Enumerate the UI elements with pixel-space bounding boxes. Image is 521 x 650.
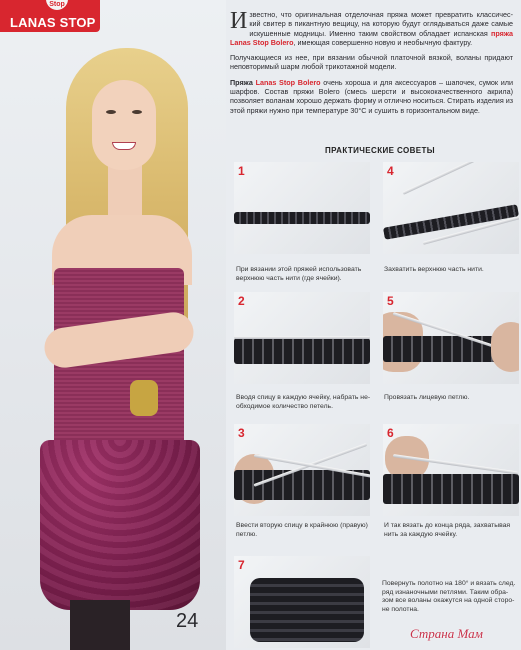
step-1-photo [234,162,370,254]
site-watermark: Страна Мам [410,626,483,641]
logo-badge: Stop [44,0,70,12]
model-legs [70,600,130,650]
step-4-photo [383,162,519,254]
step-2-photo [234,292,370,384]
step-1-caption: При вязании этой пряжей использовать верхнюю часть нити (где ячейки). [236,266,362,282]
step-3-number: 3 [238,426,245,440]
step-2-caption: Вводя спицу в каждую ячейку, набрать не-обходимое количество петель. [236,394,371,410]
finished-ruffled-fabric [250,578,364,642]
intro-p1-brand: пряжа Lanas Stop Bolero [230,28,513,47]
drop-cap: И [230,8,248,34]
yarn-strip [234,212,370,224]
gold-bracelet [130,380,158,416]
intro-paragraph-3 [230,78,513,115]
step-7-number: 7 [238,558,245,572]
intro-paragraph-2: Получающиеся из нее, при вязании обычной платочной вязкой, воланы придают неповторимый шарм любой трикотажной модели. [230,53,513,72]
intro-p3-rest: очень хороша и для аксессуаров – шапочек, сумок или шарфов. Состав пряжи Bolero (смесь шерсти и высококачественного акрила) позволяет воланам хорошо держать форму и отлично носиться. Стирать изделия из этой пряжи нужно при температуре 30°С и сушить в горизонтальном виде. [230,77,514,115]
intro-p3-bold: Пряжа [230,77,256,87]
model-face [92,80,156,170]
tips-heading: ПРАКТИЧЕСКИЕ СОВЕТЫ [325,146,436,155]
step-6-photo [383,424,519,516]
model-smile [112,142,136,150]
intro-p3-brand: Lanas Stop Bolero [255,77,321,87]
step-5-caption: Провязать лицевую петлю. [384,394,470,401]
step-1-number: 1 [238,164,245,178]
intro-p1-b: , имеющая совершенно новую и необычную фактуру. [293,37,473,47]
model-eye-right [132,110,142,114]
model-eye-left [106,110,116,114]
step-6-caption: И так вязать до конца ряда, захватывая нить за каждую ячейку. [384,522,511,538]
page-number: 24 [176,610,199,632]
step-3-photo [234,424,370,516]
model-photo [0,0,226,650]
logo-text: LANAS STOP [10,15,96,30]
step-3-caption: Ввести вторую спицу в крайнюю (правую) петлю. [236,522,368,538]
step-7-photo [234,556,370,648]
intro-p1-a: звестно, что оригинальная отделочная пряжа может превратить классичес-кий свитер в пикантную вещицу, на которую будут оглядываться даже самые искушенные модницы. Именно таким свойством обладает испанская [249,10,513,38]
step-5-number: 5 [387,294,394,308]
step-5-photo [383,292,519,384]
intro-text [230,10,513,121]
knitted-ruffles [383,474,519,504]
step-6-number: 6 [387,426,394,440]
hand [491,322,519,372]
knitting-needle [234,336,370,339]
knitting-needle [402,162,512,195]
knitted-ruffles [234,338,370,364]
step-4-caption: Захватить верхнюю часть нити. [384,266,484,273]
step-2-number: 2 [238,294,245,308]
lanas-stop-logo [0,0,100,32]
ruffled-skirt [40,440,200,610]
intro-paragraph-1 [230,10,513,47]
step-4-number: 4 [387,164,394,178]
step-7-caption: Повернуть полотно на 180° и вязать след. ряд изнаночными петлями. Таким обра-зом все воланы окажутся на одной сторо-не полотна. [382,580,516,613]
